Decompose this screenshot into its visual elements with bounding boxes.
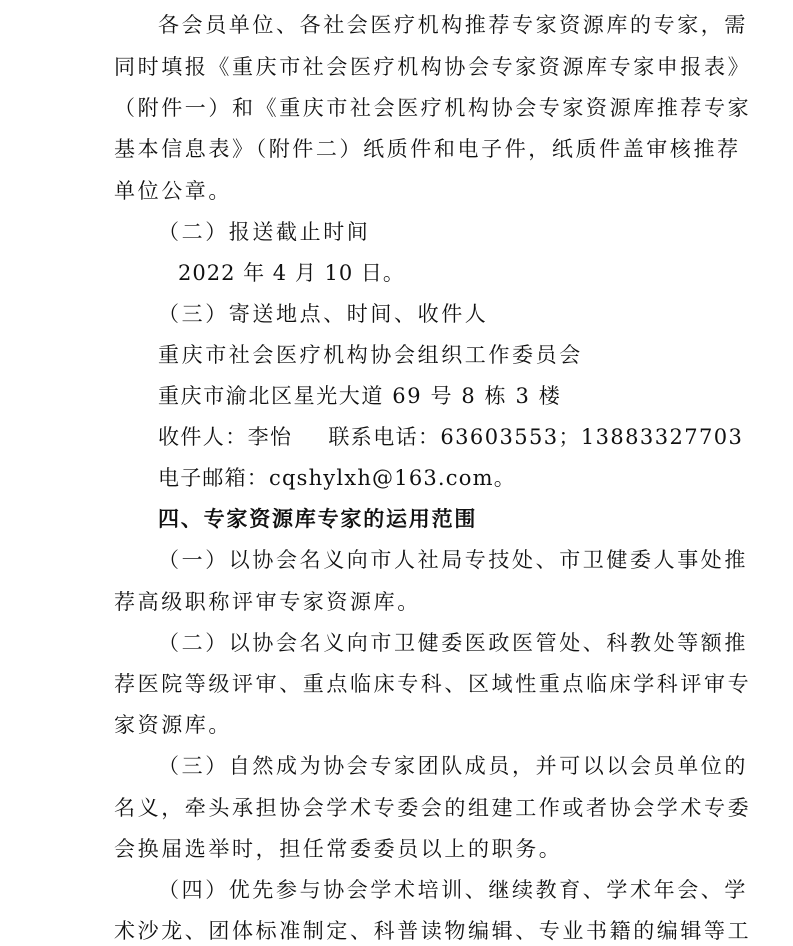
paragraph-line: 家资源库。: [114, 713, 232, 737]
paragraph-line: （四）优先参与协会学术培训、继续教育、学术年会、学: [158, 878, 748, 902]
paragraph-line: （附件一）和《重庆市社会医疗机构协会专家资源库推荐专家: [114, 96, 752, 120]
mailing-address: 重庆市渝北区星光大道 69 号 8 栋 3 楼: [158, 384, 562, 408]
paragraph-line: 同时填报《重庆市社会医疗机构协会专家资源库专家申报表》: [114, 55, 752, 79]
paragraph-line: 会换届选举时，担任常委委员以上的职务。: [114, 837, 563, 861]
paragraph-line: 荐高级职称评审专家资源库。: [114, 590, 421, 614]
email-line: 电子邮箱：cqshylxh@163.com。: [158, 466, 516, 490]
paragraph-line: 各会员单位、各社会医疗机构推荐专家资源库的专家，需: [158, 13, 748, 37]
paragraph-line: 基本信息表》（附件二）纸质件和电子件，纸质件盖审核推荐: [114, 137, 741, 161]
paragraph-line: 术沙龙、团体标准制定、科普读物编辑、专业书籍的编辑等工: [114, 919, 752, 943]
subsection-heading-send: （三）寄送地点、时间、收件人: [158, 302, 489, 326]
contact-phone: 联系电话：63603553；13883327703: [328, 425, 744, 449]
paragraph-line: （一）以协会名义向市人社局专技处、市卫健委人事处推: [158, 548, 748, 572]
organization-name: 重庆市社会医疗机构协会组织工作委员会: [158, 343, 583, 367]
paragraph-line: 名义，牵头承担协会学术专委会的组建工作或者协会学术专委: [114, 796, 752, 820]
paragraph-line: 单位公章。: [114, 179, 232, 203]
paragraph-line: （三）自然成为协会专家团队成员，并可以以会员单位的: [158, 754, 748, 778]
recipient-line: [158, 422, 743, 452]
deadline-date: 2022 年 4 月 10 日。: [178, 261, 405, 285]
section-4-title: 四、专家资源库专家的运用范围: [158, 506, 478, 531]
paragraph-line: （二）以协会名义向市卫健委医政医管处、科教处等额推: [158, 631, 748, 655]
subsection-heading-deadline: （二）报送截止时间: [158, 220, 371, 244]
paragraph-line: 荐医院等级评审、重点临床专科、区域性重点临床学科评审专: [114, 672, 752, 696]
recipient-name: 收件人：李怡: [158, 425, 293, 449]
